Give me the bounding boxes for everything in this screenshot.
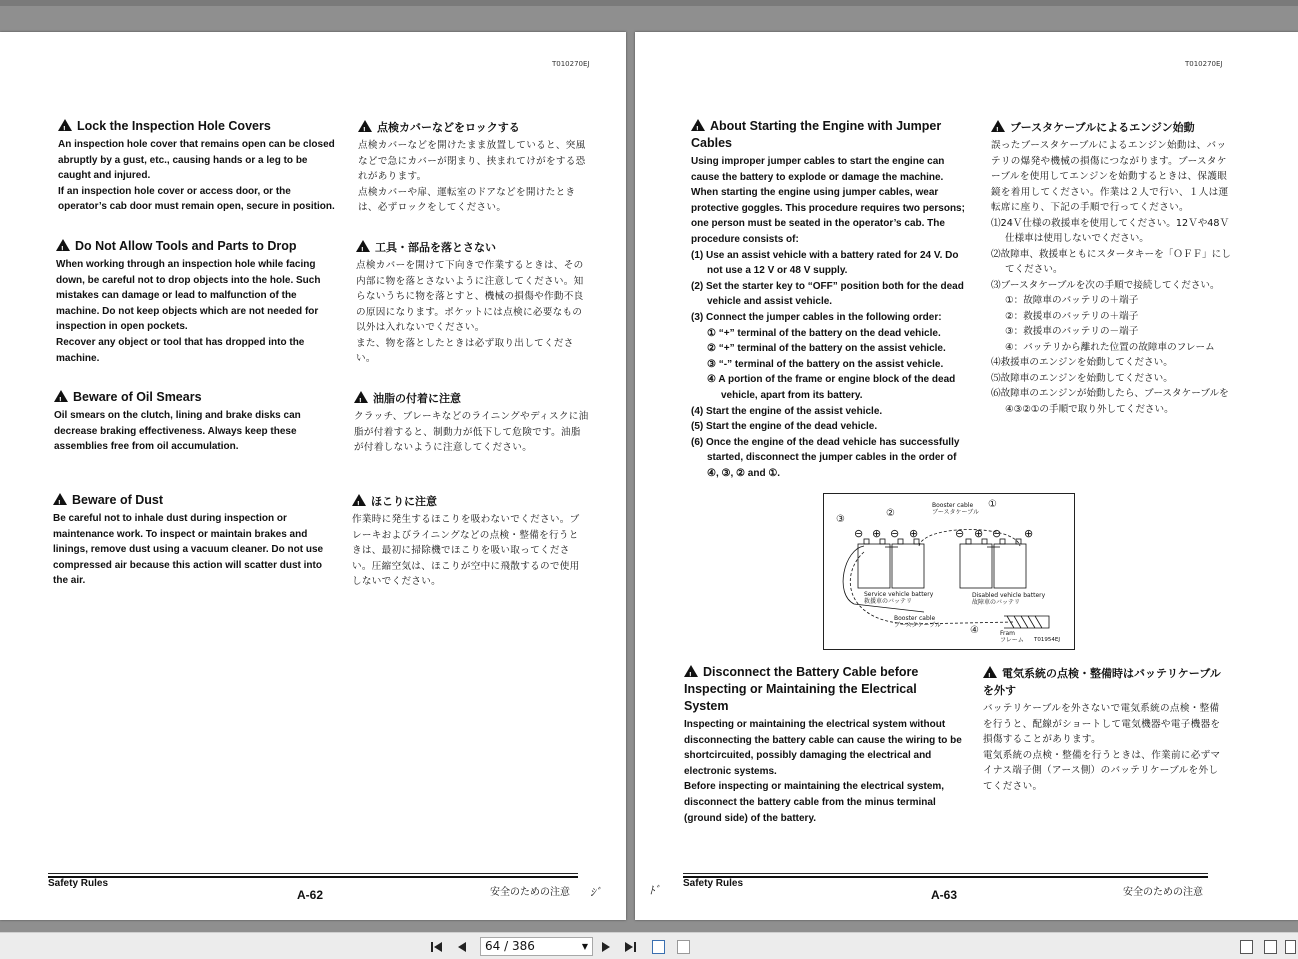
section-title: Beware of Dust <box>72 493 163 507</box>
list-item: (6) Once the engine of the dead vehicle has successfully started, disconnect the jumper cables in the order of ④, ③, ② and ①. <box>691 436 960 479</box>
list-item: (5) Start the engine of the dead vehicle. <box>691 421 878 433</box>
paragraph: 電気系統の点検・整備を行うときは、作業前に必ずマイナス端子側（アース側）のバッテリケーブルを外してください。 <box>983 749 1221 792</box>
page-number: A-63 <box>931 888 958 902</box>
page-number: A-62 <box>297 888 324 902</box>
callout-4: ④ <box>970 625 979 636</box>
list-item: ⑸故障車のエンジンを始動してください。 <box>991 372 1173 384</box>
paragraph: Be careful not to inhale dust during inspection or maintenance work. To inspect or maintain brakes and linings, remove dust using a vacuum cleaner. Do not use compressed air because this action will scatter dust into the air. <box>53 513 324 587</box>
list-item: ④ A portion of the frame or engine block of the dead vehicle, apart from its battery. <box>707 374 956 401</box>
next-page-icon[interactable] <box>596 937 616 956</box>
diagram-drawing <box>824 494 1074 649</box>
handwritten-mark: ﾄﾞ <box>649 884 660 897</box>
warning-icon <box>991 120 1005 132</box>
section-tools-drop-jp <box>356 239 591 367</box>
callout-2: ② <box>886 508 895 519</box>
callout-1: ① <box>988 499 997 510</box>
footer-rule <box>48 873 578 874</box>
warning-icon <box>53 493 67 505</box>
paragraph: Inspecting or maintaining the electrical system without disconnecting the battery cable can cause the wiring to be shortcircuited, possibly damaging the electrical and electronic systems. <box>684 719 962 777</box>
steps-list <box>991 355 1231 417</box>
list-item: ⑷救援車のエンジンを始動してください。 <box>991 357 1173 368</box>
handwritten-mark: ｼﾞ <box>590 886 601 899</box>
paragraph: 点検カバーを開けて下向きで作業するときは、その内部に物を落とさないように注意してください。知らないうちに物を落とすと、機械の損傷や作動不良の原因になります。ポケットには点検に必要なもの以外は入れないでください。 <box>356 260 584 333</box>
jumper-cable-diagram <box>823 493 1075 650</box>
doc-id: T010270EJ <box>1185 60 1223 68</box>
list-item: ⑶ブースタケーブルを次の手順で接続してください。 <box>991 279 1220 291</box>
callout-3: ③ <box>836 514 845 525</box>
svg-text:⊕: ⊕ <box>1024 527 1034 540</box>
svg-text:⊖: ⊖ <box>955 527 965 540</box>
warning-icon <box>352 494 366 506</box>
footer-title: Safety Rules <box>683 878 744 889</box>
warning-icon <box>356 240 370 252</box>
footer-jp: 安全のための注意 <box>1123 887 1203 898</box>
footer-title: Safety Rules <box>48 878 109 889</box>
list-item: ②：救援車のバッテリの＋端子 <box>1005 310 1139 322</box>
list-item: ② “+” terminal of the battery on the assist vehicle. <box>707 343 946 355</box>
battery-cell <box>960 544 992 588</box>
doc-id: T010270EJ <box>552 60 590 68</box>
warning-icon <box>691 119 705 131</box>
list-item: ③：救援車のバッテリの－端子 <box>1005 326 1139 337</box>
list-item: ⑹故障車のエンジンが始動したら、ブースタケーブルを④③②①の手順で取り外してください。 <box>991 388 1229 415</box>
paragraph: An inspection hole cover that remains open can be closed abruptly by a gust, etc., causing hands or a leg to be caught and injured. <box>58 139 335 182</box>
paragraph: Oil smears on the clutch, lining and brake disks can decrease braking effectiveness. Always keep these assemblies free from oil accumulation. <box>54 410 301 453</box>
list-item: ①：故障車のバッテリの＋端子 <box>1005 295 1139 306</box>
section-title: About Starting the Engine with Jumper Cables <box>691 119 942 150</box>
list-item: ④：バッテリから離れた位置の故障車のフレーム <box>1005 341 1215 353</box>
paragraph: Using improper jumper cables to start the engine can cause the battery to explode or damage the machine. When starting the engine using jumper cables, wear protective goggles. This procedure requires two persons; one person must be seated in the operator’s cab. The procedure consists of: <box>691 156 965 245</box>
section-dust <box>53 492 333 589</box>
label-frame: Fram フレーム <box>1000 630 1024 644</box>
list-item: (1) Use an assist vehicle with a battery rated for 24 V. Do not use a 12 V or 48 V supply. <box>691 249 959 277</box>
label-booster-bottom: Booster cable ブースタケーブル <box>894 615 941 629</box>
substeps-list <box>691 326 969 404</box>
label-disabled-battery: Disabled vehicle battery 故障車のバッテリ <box>972 592 1046 606</box>
section-title: ほこりに注意 <box>371 495 437 508</box>
section-dust-jp <box>352 493 587 590</box>
warning-icon <box>56 239 70 251</box>
footer-rule <box>683 873 1208 874</box>
paragraph: また、物を落としたときは必ず取り出してください。 <box>356 337 574 364</box>
page-number-field[interactable]: 64 / 386 ▼ <box>480 937 593 956</box>
paragraph: When working through an inspection hole while facing down, be careful not to drop objects into the hole. Such mistakes can damage or lead to malfunction of the machine. Do not keep objects which are not needed for inspection in open pockets. <box>56 259 321 333</box>
warning-icon <box>684 665 698 677</box>
footer-jp: 安全のための注意 <box>490 887 570 898</box>
section-title: 電気系統の点検・整備時はバッテリケーブルを外す <box>983 667 1221 697</box>
list-item: (4) Start the engine of the assist vehicle. <box>691 405 883 417</box>
battery-cell <box>858 544 890 588</box>
section-title: Lock the Inspection Hole Covers <box>77 119 271 133</box>
list-item: (2) Set the starter key to “OFF” position both for the dead vehicle and assist vehicle. <box>691 280 964 308</box>
warning-icon <box>983 666 997 678</box>
steps-list <box>991 216 1231 294</box>
steps-list <box>691 404 969 482</box>
first-page-icon[interactable] <box>427 937 447 956</box>
section-title: Do Not Allow Tools and Parts to Drop <box>75 239 297 253</box>
page-a62 <box>0 32 626 920</box>
paragraph: Before inspecting or maintaining the electrical system, disconnect the battery cable from the minus terminal (ground side) of the battery. <box>684 781 945 824</box>
section-title: 点検カバーなどをロックする <box>377 121 520 134</box>
paragraph: 作業時に発生するほこりを吸わないでください。ブレーキおよびライニングなどの点検・整備を行うときは、最初に掃除機でほこりを吸い取ってください。圧縮空気は、ほこりが空中に飛散するので使用しないでください。 <box>352 514 580 587</box>
svg-text:⊖: ⊖ <box>992 527 1002 540</box>
continuous-icon[interactable] <box>1282 937 1298 956</box>
last-page-icon[interactable] <box>620 937 640 956</box>
list-item: ③ “-” terminal of the battery on the assist vehicle. <box>707 358 944 370</box>
chevron-down-icon[interactable]: ▼ <box>581 942 588 951</box>
warning-icon <box>54 390 68 402</box>
svg-text:⊕: ⊕ <box>974 527 984 540</box>
list-item: ⑴24Ｖ仕様の救援車を使用してください。12Ｖや48Ｖ仕様車は使用しないでください。 <box>991 217 1230 244</box>
steps-list <box>691 248 969 326</box>
paragraph: 誤ったブースタケーブルによるエンジン始動は、バッテリの爆発や機械の損傷につながります。ブースタケーブルを使用してエンジンを始動するときは、保護眼鏡を着用してください。作業は２人で行い、１人は運転席に座り、下記の手順で行ってください。 <box>991 140 1229 213</box>
section-electrical <box>684 664 964 826</box>
paragraph: バッテリケーブルを外さないで電気系統の点検・整備を行うと、配線がショートして電気機器や電子機器を損傷することがあります。 <box>983 703 1221 745</box>
paragraph: Recover any object or tool that has dropped into the machine. <box>56 336 305 364</box>
battery-cell <box>892 544 924 588</box>
paragraph: 点検カバーや扉、運転室のドアなどを開けたときは、必ずロックをしてください。 <box>358 186 576 213</box>
paragraph: If an inspection hole cover or access door, or the operator’s cab door must remain open, secure in position. <box>58 185 335 213</box>
list-item: (3) Connect the jumper cables in the following order: <box>691 311 942 323</box>
footer-rule <box>683 876 1208 878</box>
warning-icon <box>358 120 372 132</box>
battery-cell <box>994 544 1026 588</box>
warning-icon <box>58 119 72 131</box>
page-a63 <box>635 32 1298 920</box>
paragraph: クラッチ、ブレーキなどのライニングやディスクに油脂が付着すると、制動力が低下して危険です。油脂が付着しないように注意してください。 <box>354 411 589 453</box>
section-title: ブースタケーブルによるエンジン始動 <box>1010 121 1195 134</box>
section-title: Disconnect the Battery Cable before Inspecting or Maintaining the Electrical System <box>684 665 919 713</box>
plus-minus-icon: ⊖ <box>854 527 864 540</box>
section-electrical-jp <box>983 665 1223 794</box>
section-title: Beware of Oil Smears <box>73 390 202 404</box>
svg-text:⊖: ⊖ <box>890 527 900 540</box>
substeps-list <box>991 293 1231 355</box>
fit-icon[interactable] <box>673 937 693 956</box>
section-jumper-cables <box>691 118 969 481</box>
paragraph: 点検カバーなどを開けたまま放置していると、突風などで急にカバーが閉まり、挟まれてけがをする恐れがあります。 <box>358 140 586 182</box>
list-item: ① “+” terminal of the battery on the dead vehicle. <box>707 327 941 339</box>
viewer-toolbar <box>0 932 1298 959</box>
two-page-icon[interactable] <box>1260 937 1280 956</box>
warning-icon <box>354 391 368 403</box>
section-oil-smears <box>54 389 334 455</box>
figure-code: T01954EJ <box>1034 637 1060 643</box>
rotate-icon[interactable] <box>648 937 668 956</box>
single-page-icon[interactable] <box>1236 937 1256 956</box>
section-lock-covers-jp <box>358 119 593 216</box>
label-service-battery: Service vehicle battery 救援車のバッテリ <box>864 591 934 605</box>
section-oil-smears-jp <box>354 390 589 456</box>
svg-text:⊕: ⊕ <box>872 527 882 540</box>
list-item: ⑵故障車、救援車ともにスタータキーを「ＯＦＦ」にしてください。 <box>991 248 1231 275</box>
section-lock-covers <box>58 118 338 215</box>
svg-text:⊕: ⊕ <box>909 527 919 540</box>
label-booster-top: Booster cable ブースタケーブル <box>932 502 979 516</box>
section-jumper-cables-jp <box>991 119 1231 417</box>
section-tools-drop <box>56 238 336 366</box>
footer-rule <box>48 876 578 878</box>
section-title: 油脂の付着に注意 <box>373 392 461 405</box>
previous-page-icon[interactable] <box>452 937 472 956</box>
section-title: 工具・部品を落とさない <box>375 241 496 254</box>
